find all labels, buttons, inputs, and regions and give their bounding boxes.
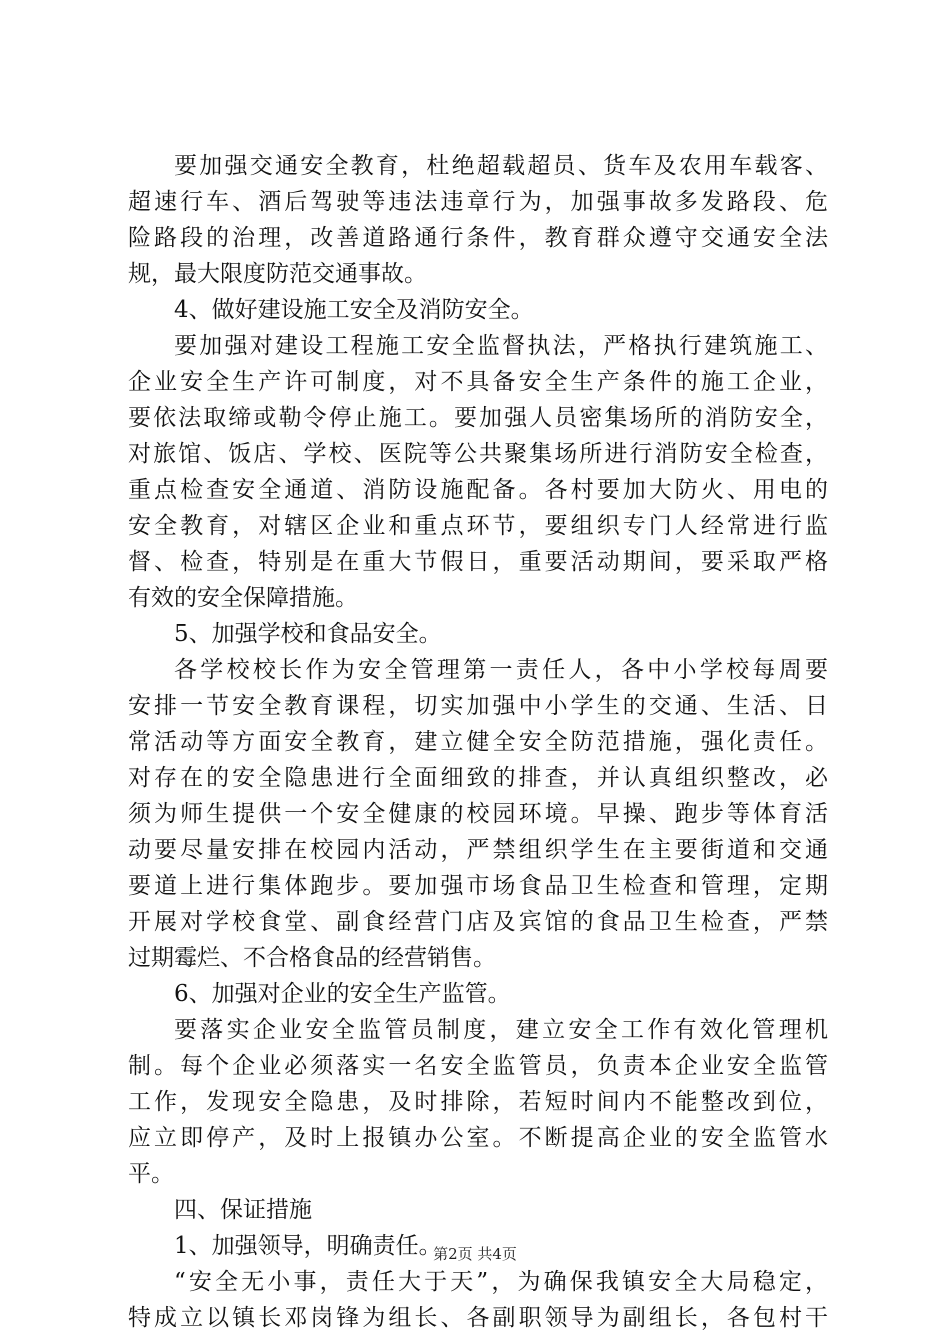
text-line: 对旅馆、饭店、学校、医院等公共聚集场所进行消防安全检查， [128, 441, 828, 467]
text-line: 要加强对建设工程施工安全监督执法，严格执行建筑施工、 [174, 333, 828, 359]
text-line: 动要尽量安排在校园内活动，严禁组织学生在主要街道和交通 [128, 837, 828, 863]
text-line: 要加强交通安全教育，杜绝超载超员、货车及农用车载客、 [174, 153, 828, 179]
text-line: 重点检查安全通道、消防设施配备。各村要加大防火、用电的 [128, 477, 828, 503]
text-line: 四、保证措施 [174, 1197, 312, 1223]
document-body [128, 148, 828, 1336]
text-line: 对存在的安全隐患进行全面细致的排查，并认真组织整改，必 [128, 765, 828, 791]
text-line: 要道上进行集体跑步。要加强市场食品卫生检查和管理，定期 [128, 873, 828, 899]
text-line: 特成立以镇长邓岗锋为组长、各副职领导为副组长，各包村干 [128, 1305, 828, 1331]
text-line: 安排一节安全教育课程，切实加强中小学生的交通、生活、日 [128, 693, 828, 719]
text-line: 工作，发现安全隐患，及时排除，若短时间内不能整改到位， [128, 1089, 828, 1115]
text-line: 1、加强领导，明确责任。 [174, 1233, 442, 1259]
text-line: 常活动等方面安全教育，建立健全安全防范措施，强化责任。 [128, 729, 828, 755]
text-line: 超速行车、酒后驾驶等违法违章行为，加强事故多发路段、危 [128, 189, 828, 215]
text-line: 有效的安全保障措施。 [128, 585, 358, 611]
text-line: 平。 [128, 1161, 174, 1187]
text-line: 各学校校长作为安全管理第一责任人，各中小学校每周要 [174, 657, 828, 683]
text-line: 6、加强对企业的安全生产监管。 [174, 981, 511, 1007]
text-line: 险路段的治理，改善道路通行条件，教育群众遵守交通安全法 [128, 225, 828, 251]
text-line: 应立即停产，及时上报镇办公室。不断提高企业的安全监管水 [128, 1125, 828, 1151]
text-line: 开展对学校食堂、副食经营门店及宾馆的食品卫生检查，严禁 [128, 909, 828, 935]
text-line: 4、做好建设施工安全及消防安全。 [174, 297, 534, 323]
text-line: 须为师生提供一个安全健康的校园环境。早操、跑步等体育活 [128, 801, 828, 827]
page-number-label: 第2页 共4页 [433, 1245, 517, 1263]
text-line: 企业安全生产许可制度，对不具备安全生产条件的施工企业， [128, 369, 828, 395]
text-line: 5、加强学校和食品安全。 [174, 621, 442, 647]
text-line: 督、检查，特别是在重大节假日，重要活动期间，要采取严格 [128, 549, 828, 575]
text-line: 规，最大限度防范交通事故。 [128, 261, 427, 287]
text-line: 要落实企业安全监管员制度，建立安全工作有效化管理机 [174, 1017, 828, 1043]
page-footer [0, 1244, 950, 1264]
text-line: “安全无小事，责任大于天”，为确保我镇安全大局稳定， [174, 1269, 828, 1295]
text-line: 过期霉烂、不合格食品的经营销售。 [128, 945, 496, 971]
text-line: 安全教育，对辖区企业和重点环节，要组织专门人经常进行监 [128, 513, 828, 539]
text-line: 要依法取缔或勒令停止施工。要加强人员密集场所的消防安全， [128, 405, 828, 431]
text-line: 制。每个企业必须落实一名安全监管员，负责本企业安全监管 [128, 1053, 828, 1079]
